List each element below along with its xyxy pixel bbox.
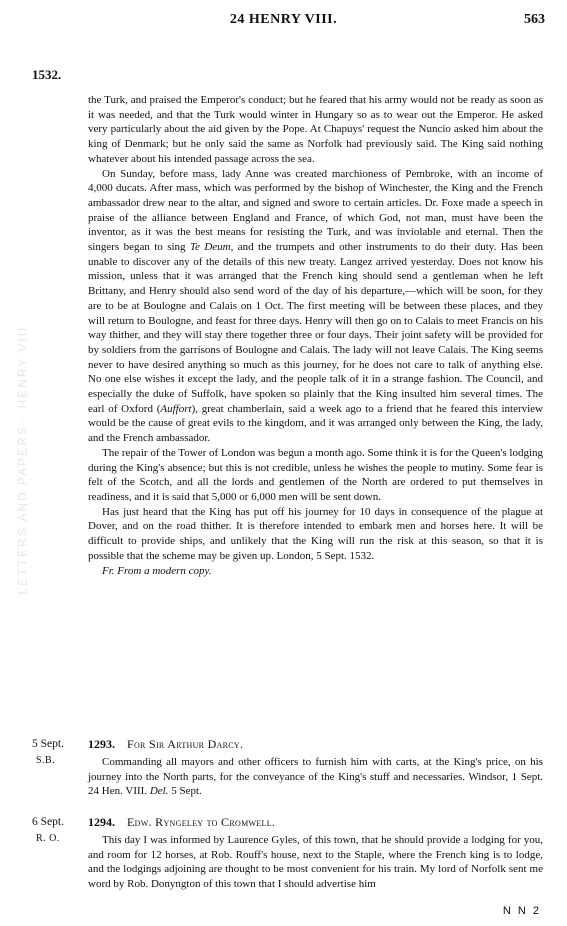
page-number: 563 (524, 12, 545, 27)
text-run: On Sunday, before mass, lady Anne was created marchioness of Pembroke, with an income of 4,000 ducats. After mass, which was performed by the bishop of Winchester, the King and the French ambassador drew near to the altar, and signed and swore to certain articles. Dr. Foxe made a speech in praise of the alliance between England and France, of which God, not man, must have been the inventor, as it was the best means for resisting the Turk, and was inviolable and eternal. Then the singers began to sing (88, 167, 543, 254)
paragraph (88, 755, 543, 799)
entry-source: S.B. (36, 755, 56, 766)
text-run: Commanding all mayors and other officers to furnish him with carts, at the King's price, on his journey into the North parts, for the conveyance of the King's stuff and necessaries. Windsor, 1 Sept. 24 Hen. VIII. (88, 756, 543, 798)
running-header (0, 12, 567, 32)
margin-year: 1532. (32, 67, 62, 82)
watermark-text: LETTERS AND PAPERS · HENRY VIII (15, 325, 30, 595)
entry-body (88, 833, 543, 892)
text-run: 5 Sept. (168, 785, 202, 798)
page-title: 24 HENRY VIII. (229, 12, 338, 27)
entry-number: 1294. (88, 815, 115, 829)
paragraph (88, 167, 543, 446)
signature-mark: N N 2 (502, 905, 541, 917)
entry-title: Edw. Ryngeley to Cromwell. (127, 815, 276, 829)
text-run: , and the trumpets and other instruments to do their duty. Has been unable to discover any of the details of this new treaty. Langez arrived yesterday. Does not know his mission, unless that it was arranged that the French king should send a gentleman when he left Brittany, and Henry should also send word of the day of his departure,—which will be soon, for they are to be at Boulogne and Calais on 1 Oct. The first meeting will be between these places, and they will return to Boulogne, and feast for three days. Henry will then go on to Calais to meet Francis on his way thither, and they will stay there together three or four days. Their joint safety will be provided for by soldiers from the garrisons of Boulogne and Calais. The lady will not leave Calais. The King seems never to have desired anything so much as this journey, for he does not care to talk of anything else. No one else wishes it except the lady, and the people talk of it in a strange fashion. The Council, and especially the duke of Suffolk, have spoken so plainly that the King insulted him several times. The earl of Oxford ( (88, 241, 543, 415)
italic-text: Te Deum (189, 241, 231, 254)
paragraph: This day I was informed by Laurence Gyles, of this town, that he should provide a lodging for you, and room for 12 horses, at Rob. Rouff's house, next to the Staple, where the French king is to lodge, and the lodgings adjoining are thought to be most convenient for his train. My lord of Norfolk sent me word by Rob. Donyngton of this town that I should advertise him (88, 834, 543, 891)
entry-heading (88, 737, 543, 752)
entry-source: R. O. (36, 833, 60, 844)
italic-text: Auffort (160, 402, 192, 415)
italic-text: Del. (149, 785, 169, 798)
continuation-text (88, 93, 543, 578)
entry-date: 6 Sept. (32, 816, 64, 828)
entry-number: 1293. (88, 737, 115, 751)
entry-body (88, 755, 543, 799)
text-run: ), great chamberlain, said a week ago to a friend that he feared this interview would be the cause of great evils to the kingdom, and it was arranged only between the King, the lady, and the French ambassador. (88, 402, 543, 445)
watermark (2, 300, 42, 620)
source-note: Fr. From a modern copy. (102, 564, 212, 577)
entry-heading (88, 815, 543, 830)
entry-date: 5 Sept. (32, 738, 64, 750)
paragraph: the Turk, and praised the Emperor's conduct; but he feared that his army would not be ready as soon as it was needed, and that the Turk would winter in Hungary so as to wear out the Emperor. He asked very particularly about the aid given by the Pope. At Chapuys' request the Nuncio asked him about the king of Denmark; but he only said the same as Norfolk had previously said. The King said nothing whatever about his intended passage across the sea. (88, 94, 543, 165)
paragraph: Has just heard that the King has put off his journey for 10 days in consequence of the plague at Dover, and on the road thither. It is therefore intended to embark men and horses here. It will be difficult to provide ships, and unlikely that the King will run the risk at this season, so that it is possible that the scheme may be given up. London, 5 Sept. 1532. (88, 505, 543, 562)
paragraph: The repair of the Tower of London was begun a month ago. Some think it is for the Queen's lodging during the King's absence; but this is not credible, unless he wishes the people to mutiny. Some fear is felt of the Scotch, and all the lords and gentlemen of the North are ordered to put themselves in readiness, and it is said that 5,000 or 6,000 men will be sent down. (88, 446, 543, 503)
entry-title: For Sir Arthur Darcy. (127, 737, 244, 751)
